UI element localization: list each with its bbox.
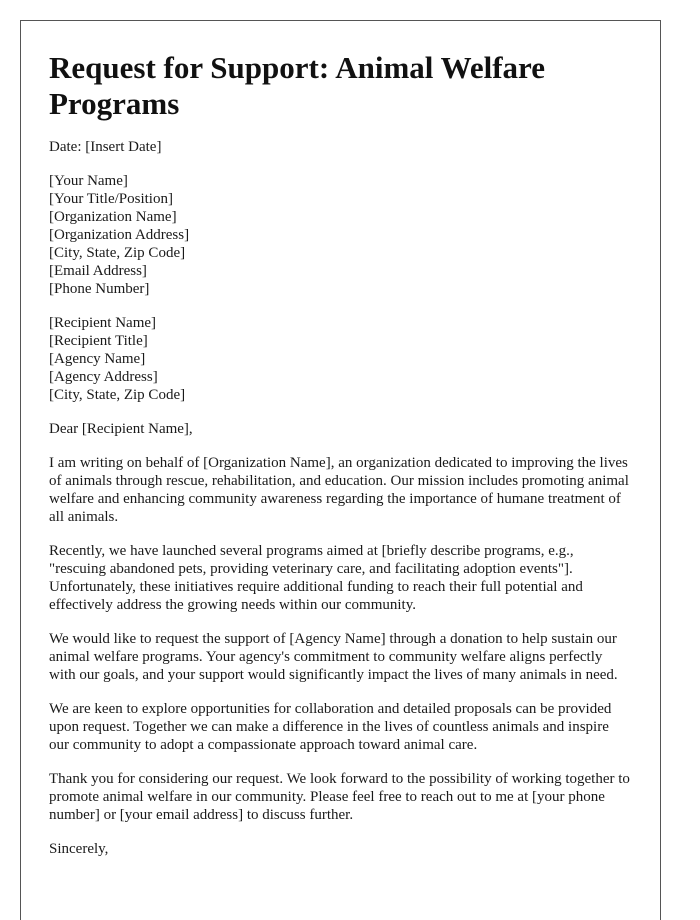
letter-page <box>20 20 661 920</box>
body-paragraph-intro: I am writing on behalf of [Organization Name], an organization dedicated to improving the lives of animals through rescue, rehabilitation, and education. Our mission includes promoting animal welfare and enhancing community awareness regarding the importance of humane treatment of all animals. <box>49 455 629 525</box>
recipient-agency: [Agency Name] <box>49 351 146 367</box>
letter-title: Request for Support: Animal Welfare Programs <box>49 50 546 121</box>
closing: Sincerely, <box>49 841 109 857</box>
sender-email: [Email Address] <box>49 263 147 279</box>
sender-organization: [Organization Name] <box>49 209 177 225</box>
sender-title: [Your Title/Position] <box>49 191 173 207</box>
body-paragraph-thanks: Thank you for considering our request. We look forward to the possibility of working together to promote animal welfare in our community. Please feel free to reach out to me at [your phone number] or [your email address] to discuss further. <box>49 771 630 823</box>
recipient-name: [Recipient Name] <box>49 315 157 331</box>
sender-phone: [Phone Number] <box>49 281 150 297</box>
sender-name: [Your Name] <box>49 173 128 189</box>
recipient-address: [Agency Address] <box>49 369 158 385</box>
date-line: Date: [Insert Date] <box>49 139 162 155</box>
body-paragraph-collaboration: We are keen to explore opportunities for collaboration and detailed proposals can be provided upon request. Together we can make a difference in the lives of countless animals and inspire our community to adopt a compassionate approach toward animal care. <box>49 701 612 753</box>
body-paragraph-programs: Recently, we have launched several programs aimed at [briefly describe programs, e.g., "rescuing abandoned pets, providing veterinary care, and facilitating adoption events"]. Unfortunately, these initiatives require additional funding to reach their full potential and effectively address the growing needs within our community. <box>49 543 583 613</box>
sender-address: [Organization Address] <box>49 227 190 243</box>
sender-city-state-zip: [City, State, Zip Code] <box>49 245 186 261</box>
recipient-title: [Recipient Title] <box>49 333 148 349</box>
recipient-address-block <box>49 314 632 404</box>
salutation: Dear [Recipient Name], <box>49 421 193 437</box>
recipient-city-state-zip: [City, State, Zip Code] <box>49 387 186 403</box>
body-paragraph-request: We would like to request the support of [Agency Name] through a donation to help sustain our animal welfare programs. Your agency's commitment to community welfare aligns perfectly with our goals, and your support would significantly impact the lives of many animals in need. <box>49 631 618 683</box>
sender-address-block <box>49 172 632 298</box>
